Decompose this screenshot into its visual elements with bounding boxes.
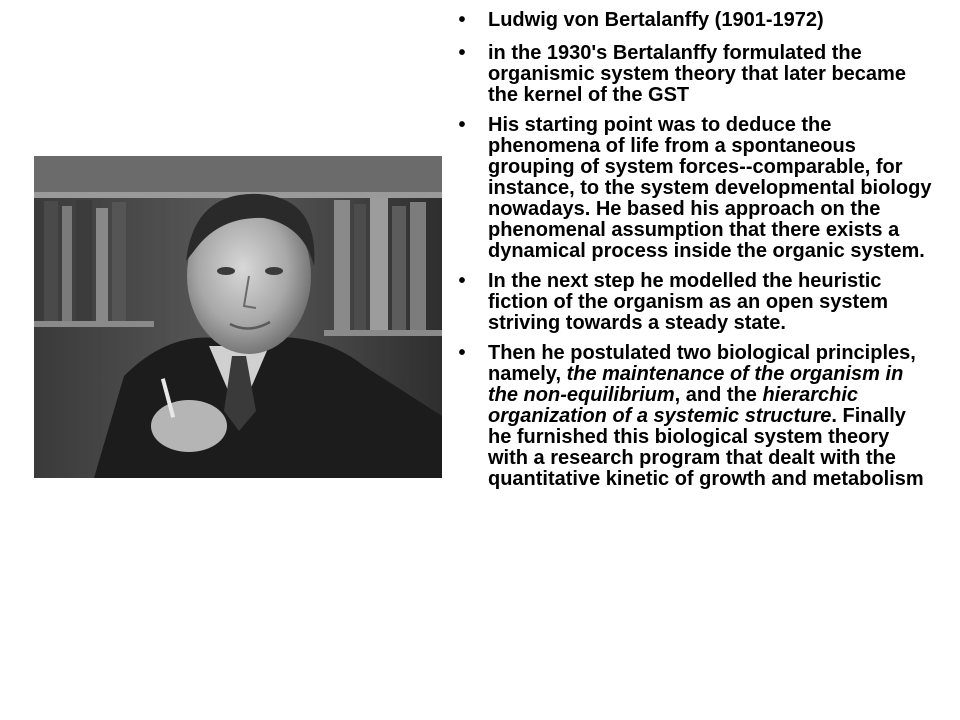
bullet-text-segment: . Finally he furnished this biological system theory with a research program that dealt with the quantitative kinetic of growth and metabolism [488, 405, 924, 490]
bullet-list [452, 10, 932, 499]
bullet-dot-icon: • [458, 270, 466, 292]
bullet-text-segment: in the 1930's Bertalanffy formulated the organismic system theory that later became the kernel of the GST [488, 42, 906, 106]
bullet-text [488, 342, 924, 490]
bullet-dot-icon: • [458, 42, 466, 64]
bullet-item [452, 43, 932, 106]
bullet-text-segment: Then he postulated two biological principles, namely, [488, 342, 916, 385]
portrait-photo-icon [34, 156, 442, 478]
portrait-photo [34, 156, 442, 478]
bullet-text [488, 270, 888, 334]
bullet-text-segment: Ludwig von Bertalanffy (1901-1972) [488, 9, 824, 31]
bullet-text-segment: His starting point was to deduce the phenomena of life from a spontaneous grouping of system forces--comparable, for instance, to the system developmental biology nowadays. He based his approach on the phenomenal assumption that there exists a dynamical process inside the organic system. [488, 114, 932, 262]
bullet-dot-icon: • [458, 9, 466, 31]
bullet-dot-icon: • [458, 114, 466, 136]
bullet-item [452, 10, 932, 31]
bullet-dot-icon: • [458, 342, 466, 364]
bullet-text [488, 42, 906, 106]
bullet-item [452, 343, 932, 490]
bullet-text [488, 9, 824, 31]
bullet-item [452, 115, 932, 262]
bullet-text [488, 114, 931, 262]
bullet-item [452, 271, 932, 334]
bullet-text-segment: , and the [674, 384, 763, 406]
bullet-text-italic: hierarchic organization of a systemic structure [488, 384, 859, 427]
bullet-text-segment: In the next step he modelled the heuristic fiction of the organism as an open system striving towards a steady state. [488, 270, 889, 334]
bullet-text-italic: the maintenance of the organism in the non-equilibrium [488, 363, 904, 406]
